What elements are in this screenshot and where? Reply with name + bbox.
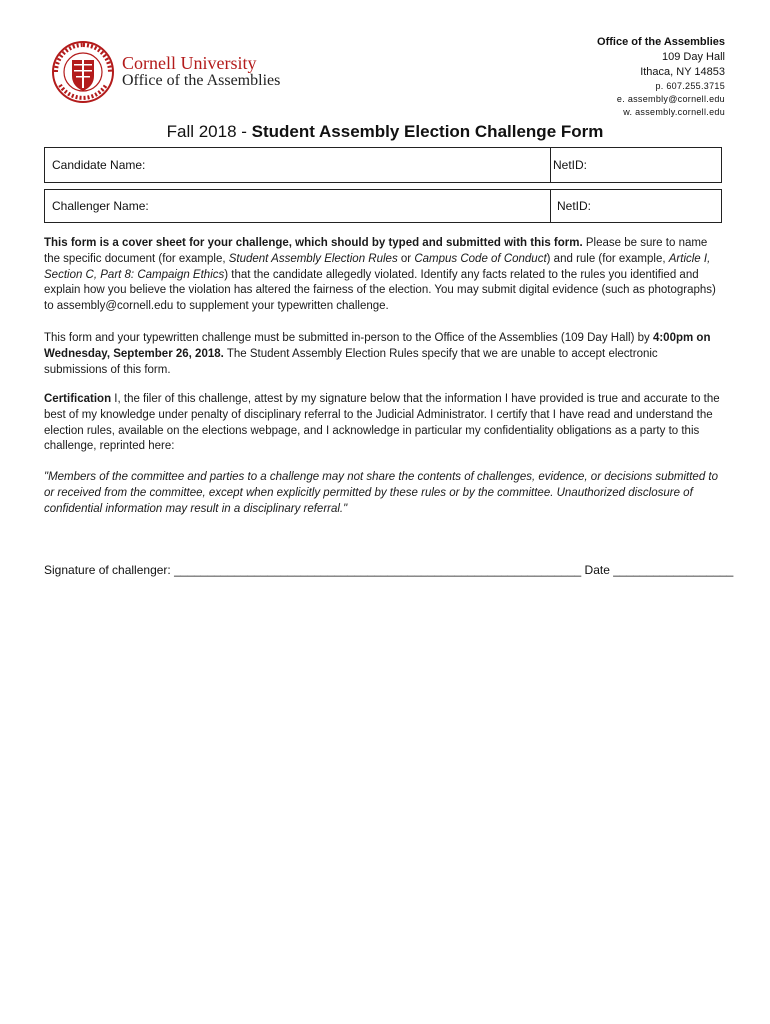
address-line1: 109 Day Hall	[662, 51, 725, 63]
instructions-text-2: or	[397, 252, 415, 265]
deadline-text-2: The Student Assembly Election Rules specify that we are unable to accept electronic submissions of this form.	[44, 347, 658, 376]
instructions-italic-2: Campus Code of Conduct	[414, 252, 547, 265]
cornell-seal-logo	[52, 40, 114, 104]
signature-line	[44, 563, 734, 577]
instructions-italic-1: Student Assembly Election Rules	[228, 252, 398, 265]
instructions-italic-3: Article I, Section C, Part 8: Campaign Ethics	[44, 252, 711, 281]
challenger-name-label: Challenger Name:	[52, 199, 149, 213]
deadline-text-1: This form and your typewritten challenge must be submitted in-person to the Office of the Assemblies (109 Day Hall) by	[44, 332, 653, 344]
address-web: w. assembly.cornell.edu	[623, 107, 725, 117]
challenger-netid-field[interactable]	[550, 190, 721, 222]
address-email: e. assembly@cornell.edu	[616, 94, 725, 104]
challenger-row	[44, 189, 722, 223]
instructions-paragraph	[44, 236, 724, 315]
instructions-text-1: Please be sure to name the specific document (for example,	[44, 237, 708, 265]
certification-text: I, the filer of this challenge, attest by my signature below that the information I have provided is true and accurate to the best of my knowledge under penalty of disciplinary referral to the Judicial Administrator. I certify that I have read and understand the election rules, available on the elections webpage, and I acknowledge in particular my confidentiality obligations as a party to this challenge, reprinted here:	[44, 393, 720, 453]
instructions-bold: This form is a cover sheet for your challenge, which should by typed and submitted with this form.	[44, 237, 583, 249]
instructions-text-4: ) that the candidate allegedly violated. Identify any facts related to the rules you identified and explain how you believe the violation has altered the fairness of the election. You may submit digital evidence (such as photographs) to assembly@cornell.edu to supplement your typewritten challenge.	[44, 268, 716, 313]
address-phone: p. 607.255.3715	[655, 81, 725, 91]
brand-office: Office of the Assemblies	[122, 72, 281, 89]
form-title	[0, 122, 770, 142]
form-title-bold: Student Assembly Election Challenge Form	[251, 122, 604, 141]
candidate-netid-label: NetID:	[553, 158, 588, 172]
address-block	[597, 35, 725, 119]
signature-label: Signature of challenger:	[44, 563, 175, 577]
confidentiality-quote: "Members of the committee and parties to a challenge may not share the contents of challenges, evidence, or decisions submitted to or received from the committee, except when explicitly permitted by these rules or by the committee. Unauthorized disclosure of confidential information may result in a disciplinary referral."	[44, 471, 719, 515]
form-title-prefix: Fall 2018 -	[166, 122, 252, 141]
brand-university: Cornell University	[122, 53, 257, 73]
signature-field[interactable]: _____________________________________________________________	[174, 563, 582, 577]
candidate-name-field[interactable]	[45, 148, 550, 182]
date-field[interactable]: __________________	[613, 563, 734, 577]
challenger-netid-label: NetID:	[557, 199, 592, 213]
candidate-name-label: Candidate Name:	[52, 158, 146, 172]
instructions-text-3: ) and rule (for example,	[546, 252, 669, 265]
deadline-bold: 4:00pm on Wednesday, September 26, 2018.	[44, 332, 711, 360]
candidate-row	[44, 147, 722, 183]
certification-paragraph	[44, 392, 724, 455]
date-label: Date	[581, 563, 614, 577]
candidate-netid-field[interactable]	[550, 148, 721, 182]
challenger-name-field[interactable]	[45, 190, 550, 222]
brand-block	[122, 54, 280, 90]
address-title: Office of the Assemblies	[597, 36, 725, 48]
certification-heading: Certification	[44, 393, 112, 405]
deadline-paragraph	[44, 331, 724, 378]
address-line2: Ithaca, NY 14853	[640, 66, 725, 78]
